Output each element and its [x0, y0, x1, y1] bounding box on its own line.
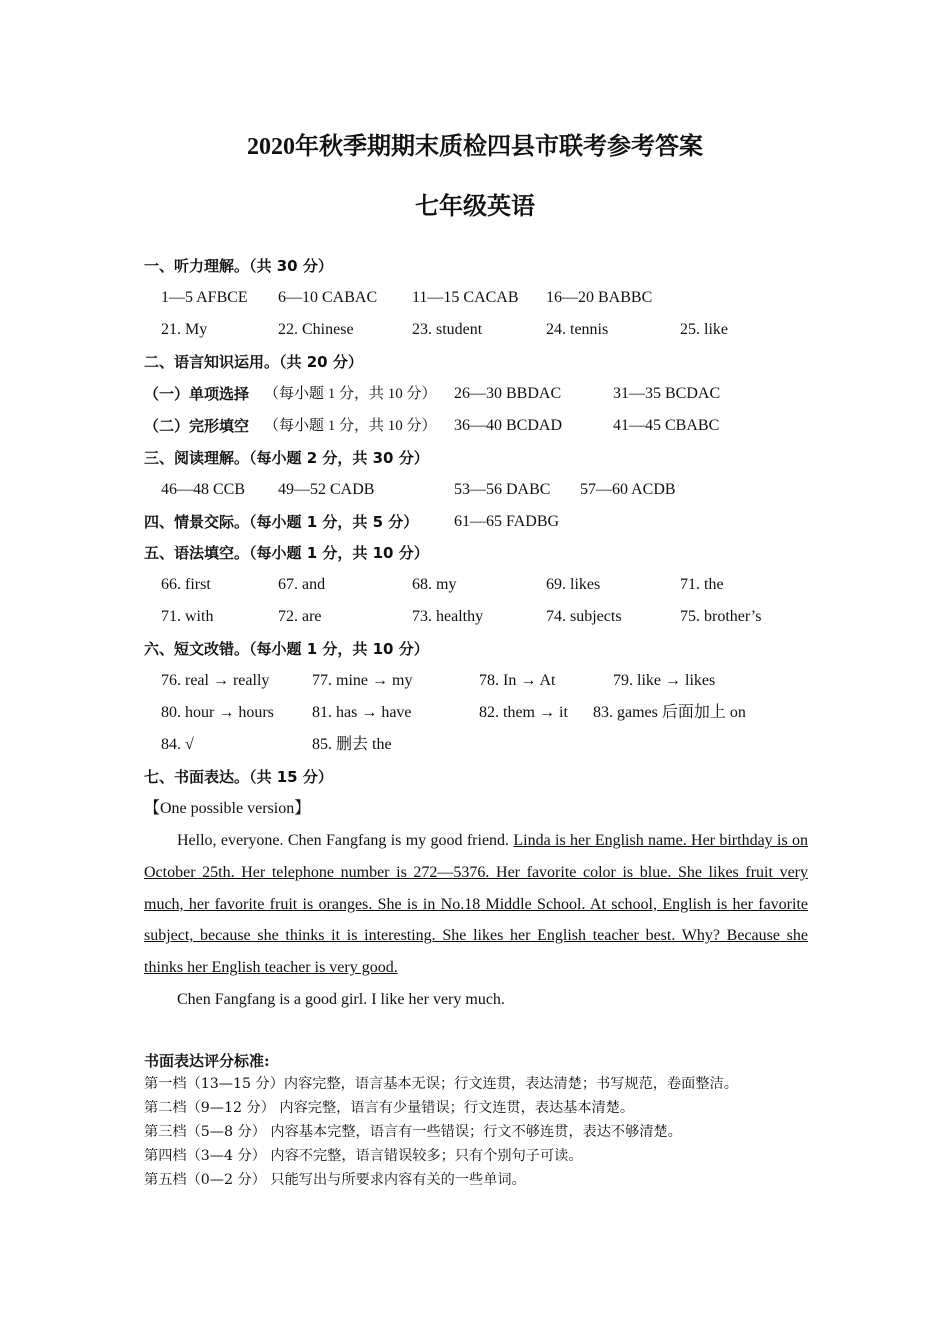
answer-cell: 46—48 CCB — [161, 481, 246, 498]
answer-cell: 66. first — [161, 576, 211, 593]
answer-cell: 36—40 BCDAD — [454, 417, 563, 434]
answer-cell: 77. mine → my — [312, 672, 413, 689]
answer-cell: 25. like — [680, 321, 728, 338]
answer-cell: 84. √ — [161, 736, 194, 753]
answer-cell: 1—5 AFBCE — [161, 289, 248, 306]
section-3-heading: 三、阅读理解。（每小题 2 分，共 30 分） — [144, 449, 429, 467]
answer-cell: 41—45 CBABC — [613, 417, 720, 434]
answer-cell: 24. tennis — [546, 321, 609, 338]
answer-cell: 80. hour → hours — [161, 704, 274, 721]
answer-cell: 26—30 BBDAC — [454, 385, 562, 402]
answer-cell: 71. the — [680, 576, 724, 593]
answer-cell: 61—65 FADBG — [454, 513, 560, 530]
section-2-heading: 二、语言知识运用。（共 20 分） — [144, 353, 363, 371]
answer-cell: 71. with — [161, 608, 214, 625]
criteria-item: 第二档（9—12 分） 内容完整，语言有少量错误；行文连贯，表达基本清楚。 — [144, 1100, 635, 1116]
criteria-item: 第一档（13—15 分）内容完整，语言基本无误；行文连贯，表达清楚；书写规范，卷面整洁。 — [144, 1076, 738, 1092]
answer-cell: 72. are — [278, 608, 322, 625]
answer-cell: 81. has → have — [312, 704, 412, 721]
answer-cell: 75. brother’s — [680, 608, 762, 625]
part-2-note: （每小题 1 分，共 10 分） — [264, 418, 437, 434]
section-7-heading: 七、书面表达。（共 15 分） — [144, 768, 333, 786]
answer-cell: 82. them → it — [479, 704, 568, 721]
version-label: 【One possible version】 — [144, 800, 311, 817]
part-1-note: （每小题 1 分，共 10 分） — [264, 386, 437, 402]
answer-cell: 83. games 后面加上 on — [593, 704, 746, 721]
answer-cell: 21. My — [161, 321, 208, 338]
answer-cell: 67. and — [278, 576, 326, 593]
answer-cell: 49—52 CADB — [278, 481, 375, 498]
section-4-heading: 四、情景交际。（每小题 1 分，共 5 分） — [144, 513, 419, 531]
answer-cell: 22. Chinese — [278, 321, 354, 338]
page-title: 2020年秋季期期末质检四县市联考参考答案 — [247, 134, 703, 160]
part-1-label: （一）单项选择 — [144, 385, 250, 403]
section-6-heading: 六、短文改错。（每小题 1 分，共 10 分） — [144, 640, 429, 658]
essay-underlined-text: Linda is her English name. Her birthday is on October 25th. Her telephone number is 272—5376. Her favorite color is blue. She likes fruit very much, her favorite fruit is oranges. She is in No.18 Middle School. At school, English is her favorite subject, because she thinks it is interesting. She likes her English teacher best. Why? Because she thinks her English teacher is very good. — [144, 832, 809, 977]
part-2-label: （二）完形填空 — [144, 417, 250, 435]
page-subtitle: 七年级英语 — [415, 194, 535, 220]
answer-cell: 85. 删去 the — [312, 736, 392, 753]
answer-cell: 69. likes — [546, 576, 601, 593]
essay-plain-text: Hello, everyone. Chen Fangfang is my good friend. — [177, 832, 514, 849]
answer-cell: 78. In → At — [479, 672, 556, 689]
criteria-title: 书面表达评分标准: — [144, 1052, 270, 1070]
section-1-heading: 一、听力理解。（共 30 分） — [144, 257, 333, 275]
answer-cell: 31—35 BCDAC — [613, 385, 721, 402]
answer-cell: 73. healthy — [412, 608, 484, 625]
answer-cell: 23. student — [412, 321, 483, 338]
answer-cell: 16—20 BABBC — [546, 289, 653, 306]
answer-cell: 57—60 ACDB — [580, 481, 676, 498]
answer-cell: 11—15 CACAB — [412, 289, 519, 306]
criteria-item: 第三档（5—8 分） 内容基本完整，语言有一些错误；行文不够连贯，表达不够清楚。 — [144, 1124, 682, 1140]
answer-cell: 76. real → really — [161, 672, 270, 689]
answer-cell: 53—56 DABC — [454, 481, 551, 498]
essay-paragraph-1 — [144, 825, 808, 984]
essay-paragraph-2: Chen Fangfang is a good girl. I like her very much. — [177, 991, 505, 1008]
answer-cell: 68. my — [412, 576, 457, 593]
criteria-item: 第五档（0—2 分） 只能写出与所要求内容有关的一些单词。 — [144, 1172, 526, 1188]
answer-cell: 79. like → likes — [613, 672, 716, 689]
answer-cell: 74. subjects — [546, 608, 622, 625]
answer-cell: 6—10 CABAC — [278, 289, 378, 306]
section-5-heading: 五、语法填空。（每小题 1 分，共 10 分） — [144, 544, 429, 562]
criteria-item: 第四档（3—4 分） 内容不完整，语言错误较多；只有个别句子可读。 — [144, 1148, 583, 1164]
